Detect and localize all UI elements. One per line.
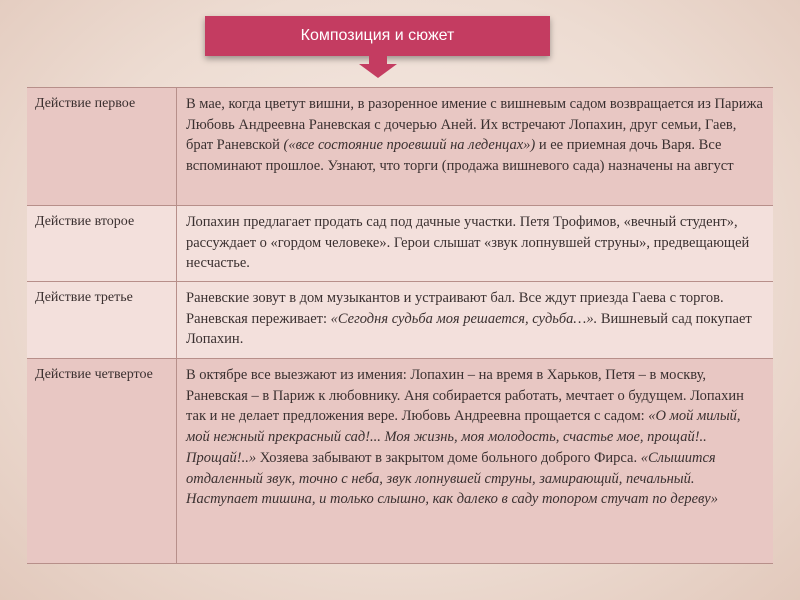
description-cell bbox=[177, 206, 773, 281]
description-cell bbox=[177, 359, 773, 563]
plot-table bbox=[27, 87, 773, 564]
text-run: В октябре все выезжают из имения: Лопахин – на время в Харьков, Петя – в москву, Раневская – в Париж к любовнику. Аня собирается работать, мечтает о будущем. Лопахин так и не делает предложения вере. Любовь Андреевна прощается с садом: bbox=[186, 367, 744, 425]
down-arrow-icon bbox=[359, 64, 397, 78]
act-cell: Действие четвертое bbox=[27, 359, 177, 563]
table-row bbox=[27, 88, 773, 206]
table-row bbox=[27, 206, 773, 282]
table-row bbox=[27, 359, 773, 564]
quote-run: «Сегодня судьба моя решается, судьба…». bbox=[330, 310, 598, 327]
text-run: Хозяева забывают в закрытом доме больного доброго Фирса. bbox=[256, 449, 641, 466]
slide-title-text: Композиция и сюжет bbox=[300, 27, 455, 44]
act-cell: Действие первое bbox=[27, 88, 177, 205]
quote-run: «О мой милый, мой нежный прекрасный сад!... Моя жизнь, моя молодость, счастье мое, прощай!.. Прощай!..» bbox=[186, 408, 741, 466]
act-cell: Действие третье bbox=[27, 282, 177, 358]
text-run: Лопахин предлагает продать сад под дачные участки. Петя Трофимов, «вечный студент», рассуждает о «гордом человеке». Герои слышат «звук лопнувшей струны», предвещающей несчастье. bbox=[186, 214, 750, 271]
act-cell: Действие второе bbox=[27, 206, 177, 281]
description-cell bbox=[177, 282, 773, 358]
text-run: В мае, когда цветут вишни, в разоренное имение с вишневым садом возвращается из Парижа Любовь Андреевна Раневская с дочерью Аней. Их встречают Лопахин, друг семьи, Гаев, брат Раневской bbox=[186, 96, 763, 153]
quote-run: («все состояние проевший на леденцах») bbox=[283, 137, 536, 153]
description-cell bbox=[177, 88, 773, 205]
table-row bbox=[27, 282, 773, 359]
text-run: Вишневый сад покупает Лопахин. bbox=[186, 310, 752, 347]
text-run: Раневские зовут в дом музыкантов и устраивают бал. Все ждут приезда Гаева с торгов. Раневская переживает: bbox=[186, 290, 724, 327]
slide-title bbox=[205, 16, 550, 56]
quote-run: «Слышится отдаленный звук, точно с неба, звук лопнувшей струны, замирающий, печальный. Наступает тишина, и только слышно, как далеко в саду топором стучат по дереву» bbox=[186, 449, 718, 508]
text-run: и ее приемная дочь Варя. Все вспоминают прошлое. Узнают, что торги (продажа вишневого сада) назначены на август bbox=[186, 137, 734, 174]
